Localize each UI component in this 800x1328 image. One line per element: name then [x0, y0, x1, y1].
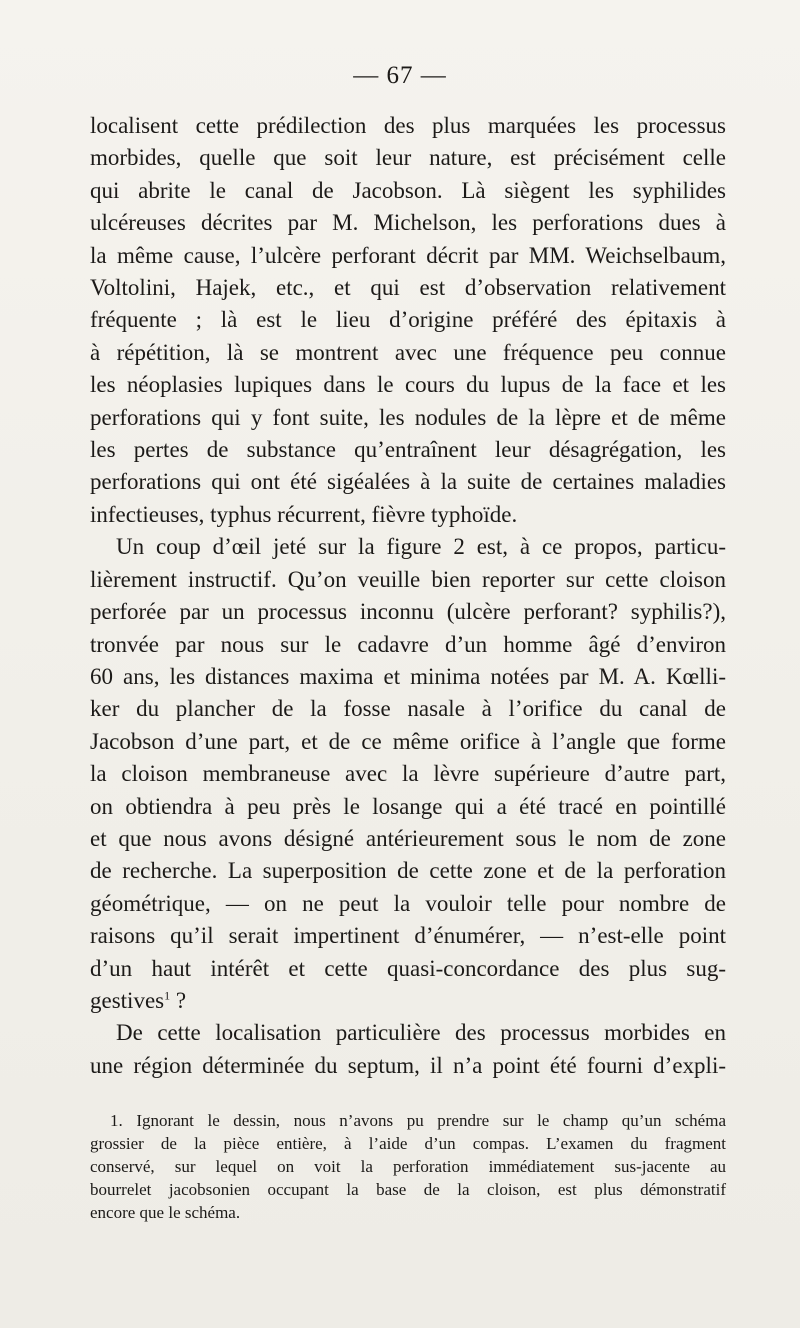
text-line: ker du plancher de la fosse nasale à l’orifice du canal de — [90, 696, 726, 722]
text-line: De cette localisation particulière des processus morbides en — [116, 1020, 726, 1046]
text-line — [90, 985, 726, 1017]
text-line: lièrement instructif. Qu’on veuille bien reporter sur cette cloison — [90, 566, 726, 592]
text-line: 60 ans, les distances maxima et minima notées par M. A. Kœlli- — [90, 663, 726, 689]
text-line: la même cause, l’ulcère perforant décrit par MM. Weichselbaum, — [90, 242, 726, 268]
text-fragment: ? — [170, 987, 187, 1013]
text-line: localisent cette prédilection des plus marquées les processus — [90, 113, 726, 138]
text-line: géométrique, — on ne peut la vouloir telle pour nombre de — [90, 890, 726, 916]
text-line: de recherche. La superposition de cette zone et de la perforation — [90, 858, 726, 884]
footnote-line: conservé, sur lequel on voit la perforation immédiatement sus-jacente au — [90, 1157, 726, 1176]
text-line: ulcéreuses décrites par M. Michelson, les perforations dues à — [90, 210, 726, 236]
text-line: à répétition, là se montrent avec une fréquence peu connue — [90, 339, 726, 365]
text-line: morbides, quelle que soit leur nature, est précisément celle — [90, 145, 726, 171]
text-line: les néoplasies lupiques dans le cours du lupus de la face et les — [90, 372, 726, 398]
text-line: raisons qu’il serait impertinent d’énumérer, — n’est-elle point — [90, 923, 726, 949]
text-line: fréquente ; là est le lieu d’origine préféré des épitaxis à — [90, 307, 726, 333]
text-line: perforée par un processus inconnu (ulcère perforant? syphilis?), — [90, 599, 726, 625]
text-line: on obtiendra à peu près le losange qui a été tracé en pointillé — [90, 793, 726, 819]
footnote-line: grossier de la pièce entière, à l’aide d’un compas. L’examen du fragment — [90, 1134, 726, 1153]
text-line: perforations qui y font suite, les nodules de la lèpre et de même — [90, 404, 726, 430]
main-text — [90, 110, 726, 1082]
text-line: tronvée par nous sur le cadavre d’un homme âgé d’environ — [90, 631, 726, 657]
text-line: d’un haut intérêt et cette quasi-concordance des plus sug- — [90, 955, 726, 981]
footnote-line: 1. Ignorant le dessin, nous n’avons pu prendre sur le champ qu’un schéma — [110, 1111, 726, 1130]
footnote-line: encore que le schéma. — [90, 1203, 241, 1222]
text-line: la cloison membraneuse avec la lèvre supérieure d’autre part, — [90, 761, 726, 787]
footnote-reference: 1 — [164, 988, 171, 1003]
text-line: les pertes de substance qu’entraînent leur désagrégation, les — [90, 437, 726, 463]
text-line: perforations qui ont été sigéalées à la suite de certaines maladies — [90, 469, 726, 495]
text-line: Jacobson d’une part, et de ce même orifice à l’angle que forme — [90, 728, 726, 754]
text-line: Un coup d’œil jeté sur la figure 2 est, à ce propos, particu- — [116, 534, 726, 560]
page-number-header: — 67 — — [353, 62, 447, 89]
text-line: Voltolini, Hajek, etc., et qui est d’observation relativement — [90, 275, 726, 301]
text-line: qui abrite le canal de Jacobson. Là siègent les syphilides — [90, 177, 726, 203]
footnote-block — [90, 1109, 726, 1224]
text-line: une région déterminée du septum, il n’a point été fourni d’expli- — [90, 1052, 726, 1078]
text-line: et que nous avons désigné antérieurement sous le nom de zone — [90, 825, 726, 851]
text-fragment: gestives — [90, 987, 165, 1013]
footnote-line: bourrelet jacobsonien occupant la base de la cloison, est plus démonstratif — [90, 1180, 726, 1199]
text-line: infectieuses, typhus récurrent, fièvre typhoïde. — [90, 501, 518, 527]
